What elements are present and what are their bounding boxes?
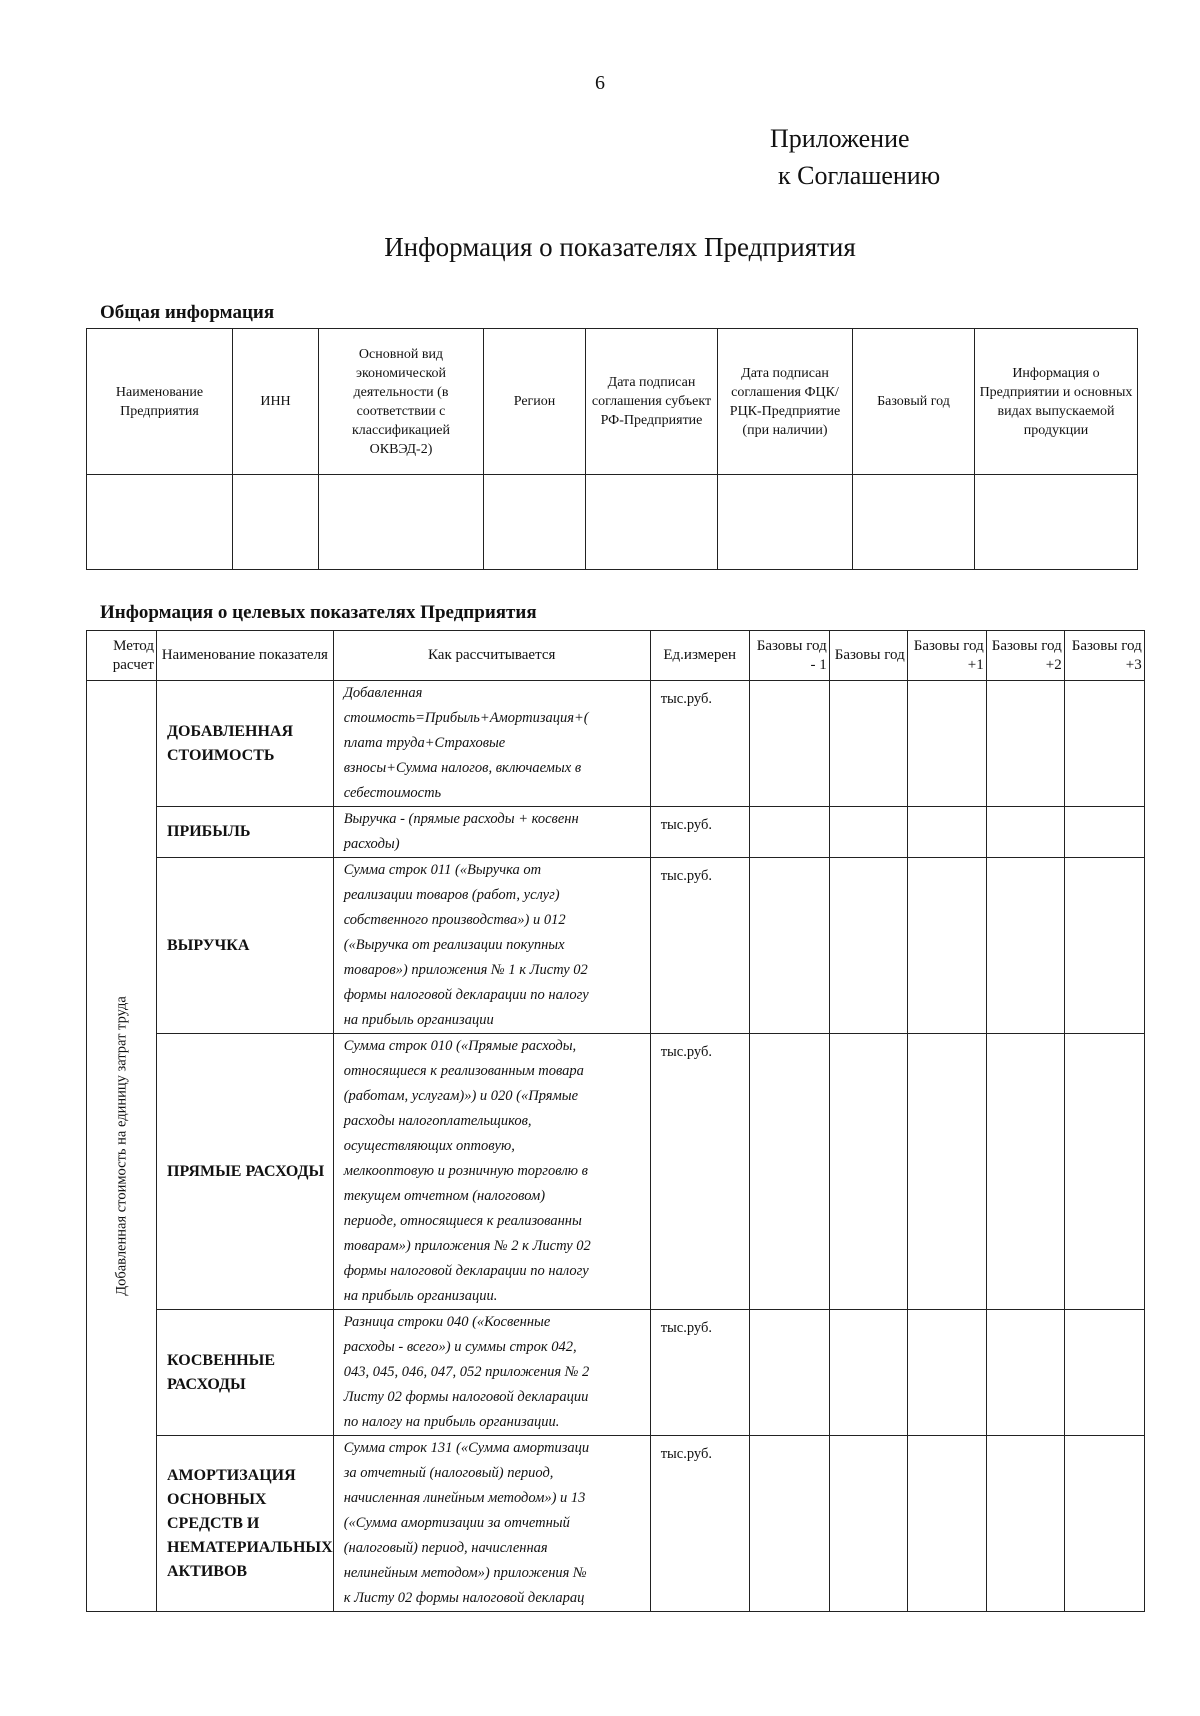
year-value-cell[interactable]	[986, 1436, 1064, 1612]
year-value-cell[interactable]	[749, 807, 829, 858]
year-value-cell[interactable]	[829, 1034, 907, 1310]
formula-line: Сумма строк 131 («Сумма амортизаци	[343, 1440, 590, 1456]
formula-line: товарам») приложения № 2 к Листу 02	[343, 1238, 591, 1254]
year-value-cell[interactable]	[1064, 807, 1144, 858]
header-base-year: Базовый год	[853, 329, 975, 475]
indicator-name: ДОБАВЛЕННАЯ СТОИМОСТЬ	[157, 681, 334, 807]
header-calculation: Как рассчитывается	[333, 631, 650, 681]
formula-line: плата труда+Страховые	[343, 735, 506, 751]
formula-line: по налогу на прибыль организации.	[343, 1414, 560, 1430]
year-value-cell[interactable]	[986, 807, 1064, 858]
calculation-formula	[333, 1310, 650, 1436]
formula-line: себестоимость	[343, 785, 442, 801]
year-value-cell[interactable]	[829, 681, 907, 807]
method-label: Добавленная стоимость на единицу затрат труда	[113, 996, 129, 1296]
formula-line: Листу 02 формы налоговой декларации	[343, 1389, 589, 1405]
year-value-cell[interactable]	[907, 1034, 986, 1310]
cell-enterprise-name[interactable]	[87, 475, 233, 570]
header-date-subject: Дата подписан соглашения субъект РФ-Предприятие	[586, 329, 718, 475]
formula-line: («Сумма амортизации за отчетный	[343, 1515, 570, 1531]
page-number: 6	[595, 72, 605, 94]
formula-line: на прибыль организации	[343, 1012, 494, 1028]
appendix-line-1: Приложение	[770, 124, 910, 153]
document-title: Информация о показателях Предприятия	[384, 232, 856, 262]
formula-line: Разница строки 040 («Косвенные	[343, 1314, 551, 1330]
unit-cell: тыс.руб.	[650, 1034, 749, 1310]
formula-line: за отчетный (налоговый) период,	[343, 1465, 554, 1481]
calculation-formula	[333, 807, 650, 858]
header-indicator-name: Наименование показателя	[157, 631, 334, 681]
calculation-formula	[333, 681, 650, 807]
general-header-row	[87, 329, 1138, 475]
year-value-cell[interactable]	[1064, 1034, 1144, 1310]
appendix-line-2: к Соглашению	[778, 161, 941, 190]
header-year-plus-3: Базовы год +3	[1064, 631, 1144, 681]
cell-enterprise-info[interactable]	[975, 475, 1138, 570]
cell-inn[interactable]	[233, 475, 319, 570]
year-value-cell[interactable]	[986, 858, 1064, 1034]
formula-line: стоимость=Прибыль+Амортизация+(	[343, 710, 589, 726]
formula-line: 043, 045, 046, 047, 052 приложения № 2	[343, 1364, 590, 1380]
header-date-fck: Дата подписан соглашения ФЦК/РЦК-Предприятие (при наличии)	[718, 329, 853, 475]
formula-line: формы налоговой декларации по налогу	[343, 1263, 589, 1279]
year-value-cell[interactable]	[907, 681, 986, 807]
general-info-title: Общая информация	[100, 302, 275, 323]
formula-line: осуществляющих оптовую,	[343, 1138, 515, 1154]
formula-line: товаров») приложения № 1 к Листу 02	[343, 962, 588, 978]
general-data-row	[87, 475, 1138, 570]
formula-line: формы налоговой декларации по налогу	[343, 987, 589, 1003]
formula-line: (работам, услугам)») и 020 («Прямые	[343, 1088, 579, 1104]
header-okved: Основной вид экономической деятельности (в соответствии с классификацией ОКВЭД-2)	[319, 329, 484, 475]
year-value-cell[interactable]	[986, 1034, 1064, 1310]
formula-line: Выручка - (прямые расходы + косвенн	[343, 811, 579, 827]
unit-cell: тыс.руб.	[650, 1436, 749, 1612]
header-method: Метод расчет	[87, 631, 157, 681]
header-inn: ИНН	[233, 329, 319, 475]
header-enterprise-name: Наименование Предприятия	[87, 329, 233, 475]
cell-okved[interactable]	[319, 475, 484, 570]
formula-line: («Выручка от реализации покупных	[343, 937, 565, 953]
indicator-name: ВЫРУЧКА	[157, 858, 334, 1034]
indicator-name: КОСВЕННЫЕ РАСХОДЫ	[157, 1310, 334, 1436]
formula-line: Сумма строк 010 («Прямые расходы,	[343, 1038, 577, 1054]
formula-line: Сумма строк 011 («Выручка от	[343, 862, 542, 878]
table-row	[87, 1034, 1145, 1310]
formula-line: к Листу 02 формы налоговой декларац	[343, 1590, 585, 1606]
indicator-name: ПРЯМЫЕ РАСХОДЫ	[157, 1034, 334, 1310]
header-year-plus-2: Базовы год +2	[986, 631, 1064, 681]
formula-line: Добавленная	[343, 685, 423, 701]
year-value-cell[interactable]	[829, 807, 907, 858]
unit-cell: тыс.руб.	[650, 807, 749, 858]
year-value-cell[interactable]	[907, 1310, 986, 1436]
header-year-base: Базовы год	[829, 631, 907, 681]
formula-line: периоде, относящиеся к реализованны	[343, 1213, 582, 1229]
cell-date-fck[interactable]	[718, 475, 853, 570]
cell-date-subject[interactable]	[586, 475, 718, 570]
year-value-cell[interactable]	[749, 858, 829, 1034]
method-cell	[87, 681, 157, 1612]
year-value-cell[interactable]	[907, 807, 986, 858]
indicator-name: АМОРТИЗАЦИЯ ОСНОВНЫХ СРЕДСТВ И НЕМАТЕРИАЛЬНЫХ АКТИВОВ	[157, 1436, 334, 1612]
general-info-table	[86, 328, 1138, 570]
formula-line: относящиеся к реализованным товара	[343, 1063, 584, 1079]
header-region: Регион	[484, 329, 586, 475]
table-row	[87, 681, 1145, 807]
table-row	[87, 858, 1145, 1034]
year-value-cell[interactable]	[986, 681, 1064, 807]
header-year-minus-1: Базовы год - 1	[749, 631, 829, 681]
year-value-cell[interactable]	[829, 1310, 907, 1436]
formula-line: расходы)	[343, 836, 400, 852]
calculation-formula	[333, 1436, 650, 1612]
formula-line: на прибыль организации.	[343, 1288, 498, 1304]
year-value-cell[interactable]	[749, 1034, 829, 1310]
table-row	[87, 807, 1145, 858]
calculation-formula	[333, 858, 650, 1034]
table-row	[87, 1436, 1145, 1612]
unit-cell: тыс.руб.	[650, 858, 749, 1034]
formula-line: текущем отчетном (налоговом)	[343, 1188, 546, 1204]
indicator-name: ПРИБЫЛЬ	[157, 807, 334, 858]
formula-line: нелинейным методом») приложения №	[343, 1565, 587, 1581]
formula-line: расходы - всего») и суммы строк 042,	[343, 1339, 577, 1355]
target-info-title: Информация о целевых показателях Предприятия	[100, 602, 537, 623]
year-value-cell[interactable]	[829, 1436, 907, 1612]
formula-line: (налоговый) период, начисленная	[343, 1540, 548, 1556]
formula-line: собственного производства») и 012	[343, 912, 566, 928]
formula-line: реализации товаров (работ, услуг)	[343, 887, 560, 903]
header-unit: Ед.измерен	[650, 631, 749, 681]
target-indicators-table	[86, 630, 1145, 1612]
unit-cell: тыс.руб.	[650, 681, 749, 807]
formula-line: мелкооптовую и розничную торговлю в	[343, 1163, 588, 1179]
appendix-label	[770, 120, 940, 194]
formula-line: расходы налогоплательщиков,	[343, 1113, 532, 1129]
year-value-cell[interactable]	[986, 1310, 1064, 1436]
target-table-body	[87, 681, 1145, 1612]
year-value-cell[interactable]	[829, 858, 907, 1034]
header-year-plus-1: Базовы год +1	[907, 631, 986, 681]
year-value-cell[interactable]	[1064, 1310, 1144, 1436]
target-header-row	[87, 631, 1145, 681]
table-row	[87, 1310, 1145, 1436]
header-enterprise-info: Информация о Предприятии и основных видах выпускаемой продукции	[975, 329, 1138, 475]
year-value-cell[interactable]	[749, 681, 829, 807]
cell-base-year[interactable]	[853, 475, 975, 570]
formula-line: начисленная линейным методом») и 13	[343, 1490, 586, 1506]
year-value-cell[interactable]	[1064, 1436, 1144, 1612]
unit-cell: тыс.руб.	[650, 1310, 749, 1436]
year-value-cell[interactable]	[907, 1436, 986, 1612]
year-value-cell[interactable]	[1064, 858, 1144, 1034]
year-value-cell[interactable]	[749, 1436, 829, 1612]
calculation-formula	[333, 1034, 650, 1310]
formula-line: взносы+Сумма налогов, включаемых в	[343, 760, 582, 776]
year-value-cell[interactable]	[749, 1310, 829, 1436]
cell-region[interactable]	[484, 475, 586, 570]
year-value-cell[interactable]	[1064, 681, 1144, 807]
year-value-cell[interactable]	[907, 858, 986, 1034]
